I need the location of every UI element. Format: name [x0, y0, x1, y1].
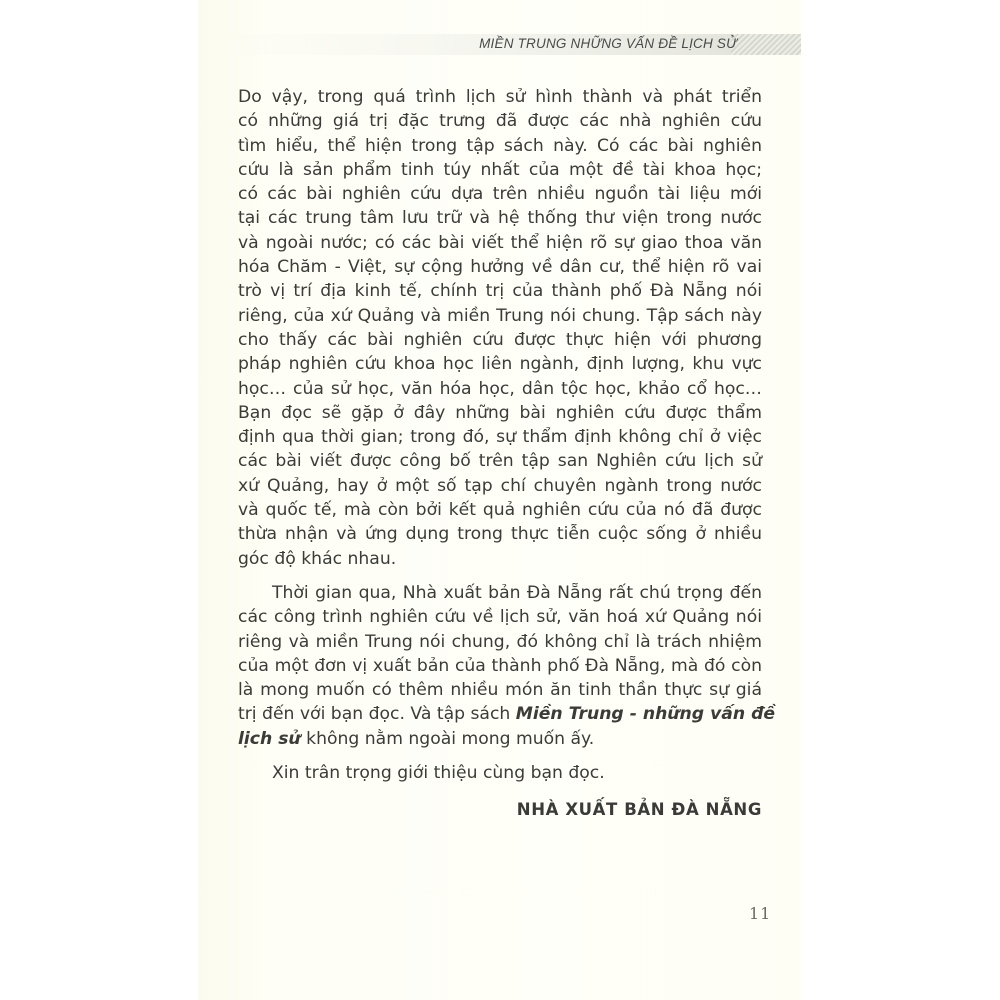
paragraph-gap — [238, 751, 762, 761]
text-line — [238, 727, 762, 751]
text-line: Bạn đọc sẽ gặp ở đây những bài nghiên cứu được thẩm — [238, 402, 762, 423]
book-title-emphasis: lịch sử — [238, 728, 301, 749]
text-line: Do vậy, trong quá trình lịch sử hình thành và phát triển — [238, 87, 762, 107]
running-header-title: MIỀN TRUNG NHỮNG VẤN ĐỀ LỊCH SỬ — [479, 36, 737, 51]
text-line: tìm hiểu, thể hiện trong tập sách này. Có các bài nghiên — [238, 135, 762, 156]
paragraph-2 — [238, 581, 776, 751]
text-line: hóa Chăm - Việt, sự cộng hưởng về dân cư, thể hiện rõ vai — [238, 257, 762, 278]
paragraph-3 — [238, 761, 762, 785]
text-line: riêng và miền Trung nói chung, đó không chỉ là trách nhiệm — [238, 631, 762, 652]
text-line: của một đơn vị xuất bản của thành phố Đà Nẵng, mà đó còn — [238, 655, 762, 676]
text-line: riêng, của xứ Quảng và miền Trung nói chung. Tập sách này — [238, 305, 762, 326]
text-line: và quốc tế, mà còn bởi kết quả nghiên cứu của nó đã được — [238, 500, 762, 521]
text-line: có các bài nghiên cứu dựa trên nhiều nguồn tài liệu mới — [238, 184, 762, 205]
text-line: góc độ khác nhau. — [238, 548, 397, 569]
text-fragment: trị đến với bạn đọc. Và tập sách — [238, 704, 516, 725]
text-line: các công trình nghiên cứu về lịch sử, văn hoá xứ Quảng nói — [238, 607, 762, 628]
text-line: Thời gian qua, Nhà xuất bản Đà Nẵng rất chú trọng đến — [272, 582, 762, 603]
book-title-emphasis: Miền Trung - những vấn đề — [515, 704, 776, 725]
page-number: 11 — [749, 904, 772, 923]
text-line: trò vị trí địa kinh tế, chính trị của thành phố Đà Nẵng nói — [238, 281, 762, 302]
text-line: cứu là sản phẩm tinh túy nhất của một đề tài khoa học; — [238, 159, 762, 180]
text-line: cho thấy các bài nghiên cứu được thực hiện với phương — [238, 329, 762, 350]
paragraph-1 — [238, 85, 762, 571]
header-stripe-pattern — [731, 34, 801, 55]
text-line: có những giá trị đặc trưng đã được các nhà nghiên cứu — [238, 111, 762, 132]
text-line: là mong muốn có thêm nhiều món ăn tinh thần thực sự giá — [238, 680, 762, 701]
text-fragment: không nằm ngoài mong muốn ấy. — [300, 728, 595, 749]
body-text — [238, 85, 776, 785]
text-line: học… của sử học, văn hóa học, dân tộc học, khảo cổ học… — [238, 378, 762, 399]
paragraph-gap — [238, 571, 762, 581]
text-line — [238, 702, 776, 726]
text-line: và ngoài nước; có các bài viết thể hiện rõ sự giao thoa văn — [238, 232, 762, 253]
text-line: xứ Quảng, hay ở một số tạp chí chuyên ngành trong nước — [238, 475, 762, 496]
text-line: pháp nghiên cứu khoa học liên ngành, định lượng, khu vực — [238, 354, 762, 375]
text-line: định qua thời gian; trong đó, sự thẩm định không chỉ ở việc — [238, 427, 762, 448]
text-line: thừa nhận và ứng dụng trong thực tiễn cuộc sống ở nhiều — [238, 524, 762, 545]
text-line: tại các trung tâm lưu trữ và hệ thống thư viện trong nước — [238, 208, 762, 229]
text-line: các bài viết được công bố trên tập san Nghiên cứu lịch sử — [238, 451, 762, 472]
closing-line: Xin trân trọng giới thiệu cùng bạn đọc. — [272, 763, 605, 784]
running-header — [230, 34, 801, 55]
publisher-signature: NHÀ XUẤT BẢN ĐÀ NẴNG — [516, 800, 762, 819]
